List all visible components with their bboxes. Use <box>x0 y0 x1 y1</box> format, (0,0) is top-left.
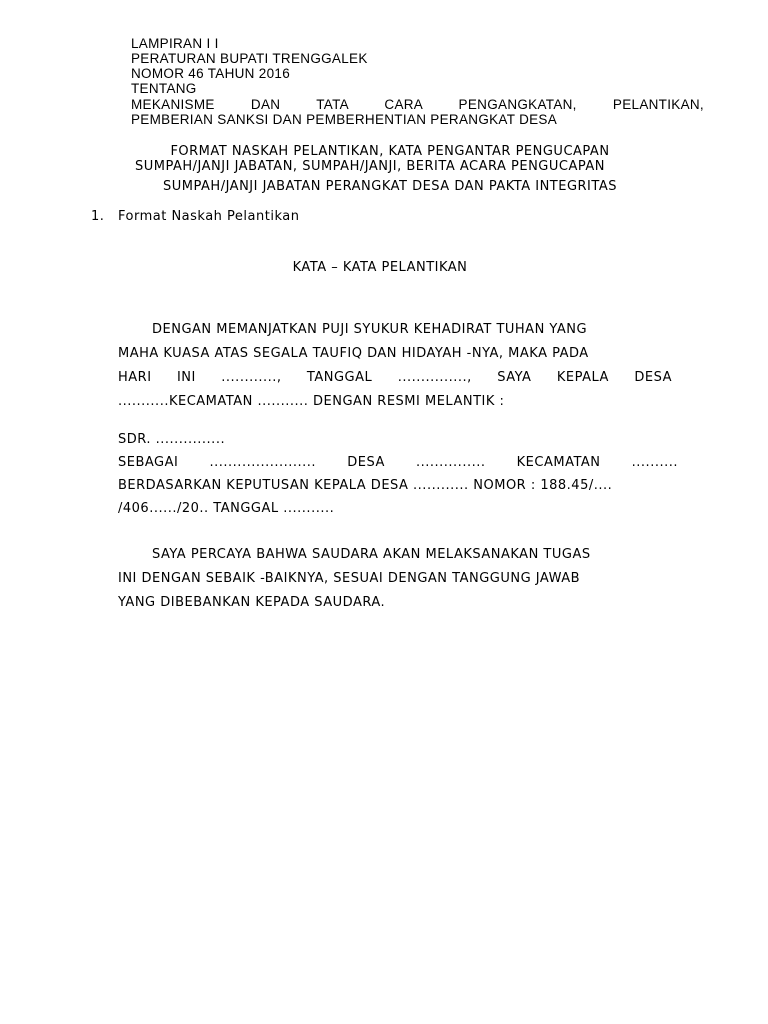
header-line-mekanisme: MEKANISME DAN TATA CARA PENGANGKATAN, PELANTIKAN, <box>131 97 704 112</box>
para1-line-2: MAHA KUASA ATAS SEGALA TAUFIQ DAN HIDAYAH -NYA, MAKA PADA <box>118 346 589 361</box>
header-line-tentang: TENTANG <box>131 81 197 96</box>
section-title: Format Naskah Pelantikan <box>118 209 300 224</box>
header-line-lampiran: LAMPIRAN I I <box>131 36 219 51</box>
para3-line-1: SAYA PERCAYA BAHWA SAUDARA AKAN MELAKSANAKAN TUGAS <box>152 547 591 562</box>
header-line-peraturan: PERATURAN BUPATI TRENGGALEK <box>131 51 368 66</box>
para2-line-1: SDR. ............... <box>118 432 226 447</box>
format-title-line-2: SUMPAH/JANJI JABATAN, SUMPAH/JANJI, BERITA ACARA PENGUCAPAN <box>135 159 605 174</box>
para3-line-2: INI DENGAN SEBAIK -BAIKNYA, SESUAI DENGAN TANGGUNG JAWAB <box>118 571 581 586</box>
para3-line-3: YANG DIBEBANKAN KEPADA SAUDARA. <box>118 595 386 610</box>
section-number: 1. <box>91 209 105 224</box>
para1-line-3: HARI INI ............, TANGGAL ..............., SAYA KEPALA DESA <box>118 370 672 385</box>
header-line-pemberian: PEMBERIAN SANKSI DAN PEMBERHENTIAN PERANGKAT DESA <box>131 112 558 127</box>
header-line-nomor: NOMOR 46 TAHUN 2016 <box>131 66 290 81</box>
document-heading: KATA – KATA PELANTIKAN <box>292 260 468 275</box>
para1-line-1: DENGAN MEMANJATKAN PUJI SYUKUR KEHADIRAT TUHAN YANG <box>152 322 588 337</box>
para2-line-4: /406....../20.. TANGGAL ........... <box>118 501 335 516</box>
para2-line-3: BERDASARKAN KEPUTUSAN KEPALA DESA ............ NOMOR : 188.45/.... <box>118 478 613 493</box>
format-title-line-1: FORMAT NASKAH PELANTIKAN, KATA PENGANTAR PENGUCAPAN <box>170 144 610 159</box>
para2-line-2: SEBAGAI ....................... DESA ............... KECAMATAN .......... <box>118 455 678 470</box>
format-title-line-3: SUMPAH/JANJI JABATAN PERANGKAT DESA DAN PAKTA INTEGRITAS <box>163 179 617 194</box>
para1-line-4: ...........KECAMATAN ........... DENGAN RESMI MELANTIK : <box>118 394 505 409</box>
